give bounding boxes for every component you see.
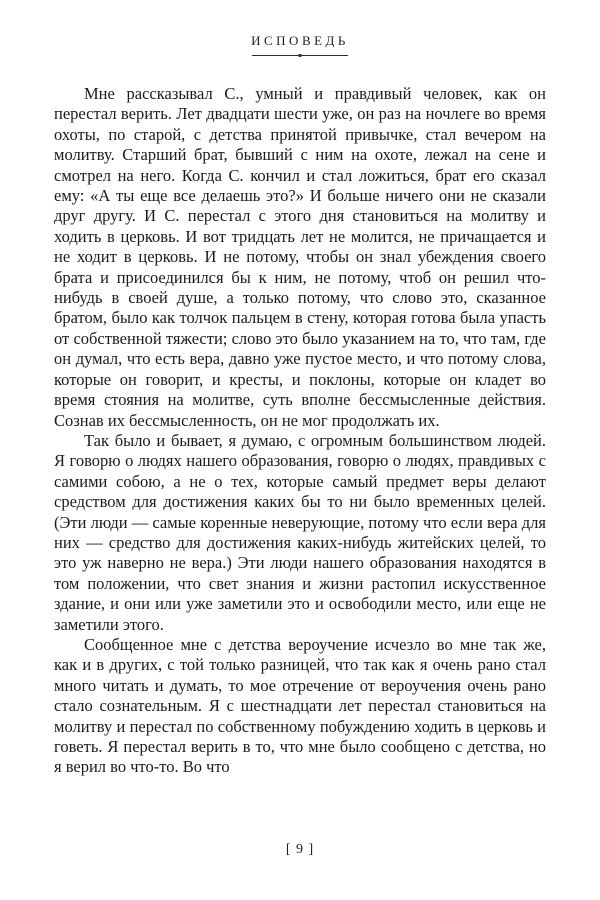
page-body-text [54,84,546,778]
running-header-title: ИСПОВЕДЬ [251,33,349,48]
paragraph-3: Сообщенное мне с детства вероучение исчезло во мне так же, как и в других, с той только разницей, что так как я очень рано стал много читать и думать, то мое отречение от вероучения очень рано стало сознательным. Я с шестнадцати лет перестал становиться на молитву и перестал по собственному побуждению ходить в церковь и говеть. Я перестал верить в то, что мне было сообщено с детства, но я верил во что-то. Во что [54,634,546,777]
paragraph-2: Так было и бывает, я думаю, с огромным большинством людей. Я говорю о людях нашего образования, говорю о людях, правдивых с самими собою, а не о тех, которые самый предмет веры делают средством для достижения каких бы то ни было временных целей. (Эти люди — самые коренные неверующие, потому что если вера для них — средство для достижения каких-нибудь житейских целей, то это уж наверно не вера.) Эти люди нашего образования находятся в том положении, что свет знания и жизни растопил искусственное здание, и они или уже заметили это и освободили место, или еще не заметили этого. [54,430,546,634]
header-rule-ornament [252,55,348,56]
paragraph-1: Мне рассказывал С., умный и правдивый человек, как он перестал верить. Лет двадцати шести уже, он раз на ночлеге во время охоты, по старой, с детства принятой привычке, стал вечером на молитву. Старший брат, бывший с ним на охоте, лежал на сене и смотрел на него. Когда С. кончил и стал ложиться, брат его сказал ему: «А ты еще все делаешь это?» И больше ничего они не сказали друг другу. И С. перестал с этого дня становиться на молитву и ходить в церковь. И вот тридцать лет не молится, не причащается и не ходит в церковь. И не потому, чтобы он знал убеждения своего брата и присоединился бы к ним, не потому, чтоб он решил что-нибудь в своей душе, а только потому, что слово это, сказанное братом, было как толчок пальцем в стену, которая готова была упасть от собственной тяжести; слово это было указанием на то, что там, где он думал, что есть вера, давно уже пустое место, и что потому слова, которые он говорит, и кресты, и поклоны, которые он кладет во время стояния на молитве, суть вполне бессмысленные действия. Сознав их бессмысленность, он не мог продолжать их. [54,84,546,430]
page-number: [ 9 ] [285,842,315,857]
